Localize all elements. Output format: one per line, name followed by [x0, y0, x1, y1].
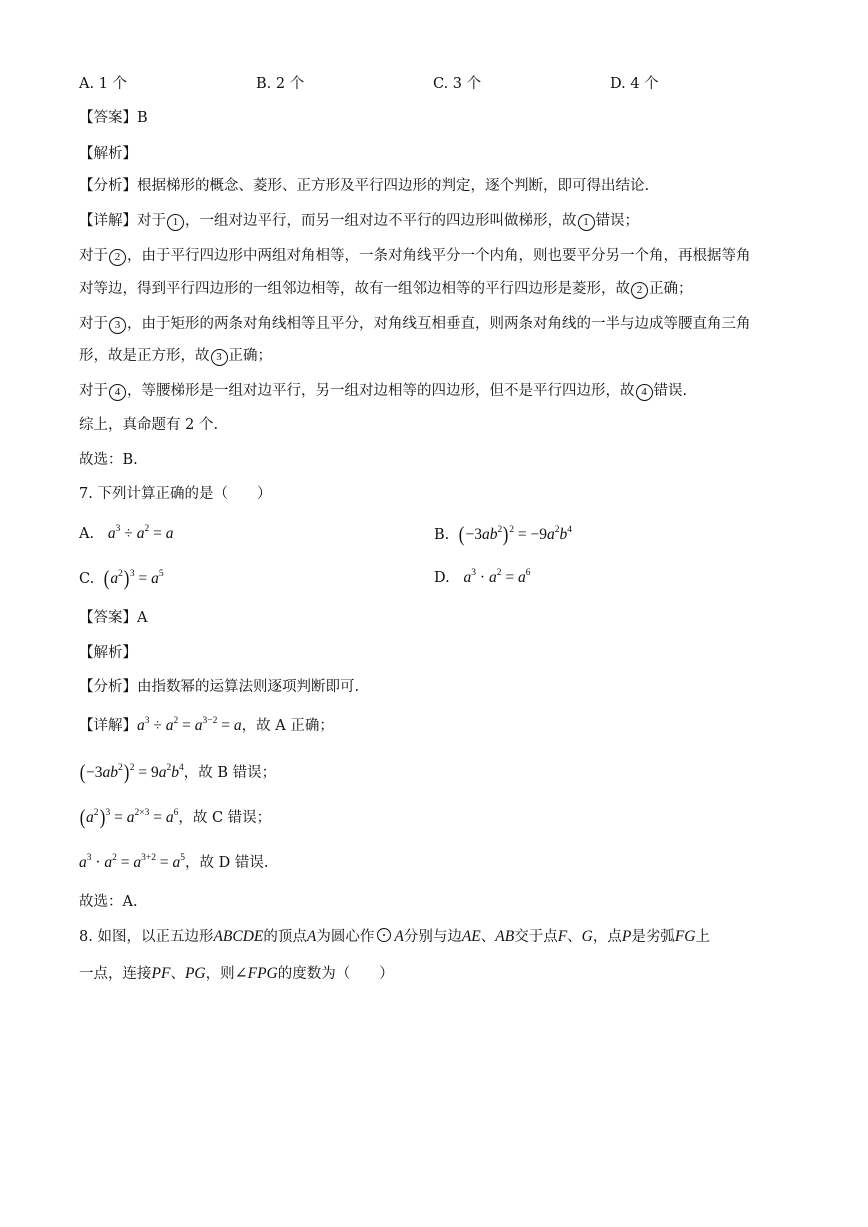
- math-expression: $a^3 \cdot a^2 = a^6$: [463, 567, 531, 586]
- text: 对于: [79, 383, 108, 399]
- q6-detail-line-3: [79, 279, 693, 299]
- option-label: A.: [79, 526, 95, 542]
- text: 、: [480, 929, 496, 945]
- circled-number: 4: [636, 384, 653, 401]
- q7-fenxi: 【分析】由指数幂的运算法则逐项判断即可.: [79, 679, 360, 695]
- math-symbol: AE: [461, 928, 481, 945]
- option-label: D.: [434, 570, 450, 586]
- math-symbol: A: [306, 928, 317, 945]
- math-symbol: A: [394, 928, 404, 945]
- text: 的度数为（ ）: [277, 966, 394, 982]
- text: ，故 B 错误；: [183, 765, 277, 781]
- math-expression: $(-3ab^2)^2 = 9a^2b^4$: [79, 760, 184, 784]
- q8-stem-line-2: [79, 964, 394, 984]
- text: 对等边，得到平行四边形的一组邻边相等，故有一组邻边相等的平行四边形是菱形，故: [79, 281, 630, 297]
- math-symbol: ABCDE: [213, 928, 264, 945]
- text: ，等腰梯形是一组对边平行，另一组对边相等的四边形，但不是平行四边形，故: [127, 383, 635, 399]
- text: 【详解】: [79, 718, 137, 734]
- math-expression: $(-3ab^2)^2 = -9a^2b^4$: [459, 522, 572, 546]
- math-symbol: PG: [184, 965, 206, 982]
- circled-number: 3: [109, 317, 126, 334]
- circled-number: 3: [211, 349, 228, 366]
- text: 为圆心作: [316, 929, 375, 945]
- q7-option-d: [434, 568, 530, 588]
- circled-number: 1: [578, 214, 595, 231]
- math-expression: $a^3 \div a^2 = a$: [107, 523, 174, 542]
- text: ，点: [592, 929, 622, 945]
- text: 8. 如图，以正五边形: [79, 929, 214, 945]
- q6-option-d: D. 4 个: [610, 76, 659, 92]
- math-symbol: PF: [151, 965, 171, 982]
- text: ，则: [205, 966, 235, 982]
- circled-number: 2: [631, 282, 648, 299]
- text: 正确；: [649, 281, 693, 297]
- q7-analysis-heading: 【解析】: [79, 645, 137, 661]
- q6-detail-line-5: [79, 346, 272, 366]
- math-symbol: G: [581, 928, 593, 945]
- text: 错误；: [595, 213, 639, 229]
- q6-fenxi: 【分析】根据梯形的概念、菱形、正方形及平行四边形的判定，逐个判断，即可得出结论.: [79, 178, 650, 194]
- text: 、: [567, 929, 582, 945]
- q7-detail-d: [79, 853, 268, 873]
- q7-stem: 7. 下列计算正确的是（ ）: [79, 486, 272, 502]
- math-expression: $a^3 \cdot a^2 = a^{3+2} = a^5$: [79, 852, 186, 871]
- option-label: C.: [79, 571, 95, 587]
- q7-option-c: [79, 568, 164, 589]
- q6-analysis-heading: 【解析】: [79, 146, 137, 162]
- circled-number: 4: [109, 384, 126, 401]
- math-expression: $(a^2)^3 = a^5$: [104, 566, 164, 590]
- text: 分别与边: [403, 929, 462, 945]
- q7-answer: 【答案】A: [79, 610, 148, 626]
- math-expression: $a^3 \div a^2 = a^{3-2} = a$: [137, 715, 242, 734]
- text: 、: [170, 966, 185, 982]
- q6-option-a: A. 1 个: [79, 76, 128, 92]
- q6-choice: 故选：B.: [79, 452, 138, 468]
- q6-detail-line-4: [79, 314, 751, 334]
- text: 是劣弧: [631, 929, 675, 945]
- q6-detail-line-1: [79, 211, 639, 231]
- text: 错误.: [653, 383, 688, 399]
- q6-answer: 【答案】B: [79, 110, 148, 126]
- math-symbol: P: [621, 928, 632, 945]
- q6-option-c: C. 3 个: [433, 76, 482, 92]
- q7-detail-b: [79, 762, 276, 783]
- text: 的顶点: [263, 929, 307, 945]
- text: 正确；: [228, 348, 272, 364]
- q8-stem-line-1: [79, 927, 710, 947]
- text: 对于: [79, 248, 108, 264]
- math-expression: $(a^2)^3 = a^{2\times 3} = a^6$: [79, 805, 179, 829]
- q7-detail-a: [79, 716, 334, 736]
- text: 【详解】对于: [79, 213, 166, 229]
- circled-number: 2: [109, 249, 126, 266]
- q6-summary: 综上，真命题有 2 个.: [79, 417, 219, 433]
- text: 上: [695, 929, 711, 945]
- q6-detail-line-2: [79, 246, 751, 266]
- math-symbol: FG: [674, 928, 696, 945]
- math-symbol: F: [557, 928, 568, 945]
- text: ，故 D 错误.: [185, 855, 269, 871]
- q7-detail-c: [79, 807, 271, 828]
- math-symbol: AB: [495, 928, 515, 945]
- text: 交于点: [514, 929, 558, 945]
- circle-symbol-icon: [377, 928, 391, 942]
- math-symbol: ∠FPG: [234, 965, 278, 982]
- text: 对于: [79, 316, 108, 332]
- text: ，由于平行四边形中两组对角相等，一条对角线平分一个内角，则也要平分另一个角，再根据等角: [127, 248, 751, 264]
- q6-option-b: B. 2 个: [256, 76, 305, 92]
- q6-detail-line-6: [79, 381, 687, 401]
- text: 一点，连接: [79, 966, 152, 982]
- text: 形，故是正方形，故: [79, 348, 210, 364]
- text: ，故 A 正确；: [241, 718, 334, 734]
- q7-option-b: [434, 524, 572, 545]
- q7-choice: 故选：A.: [79, 894, 138, 910]
- circled-number: 1: [167, 214, 184, 231]
- text: ，故 C 错误；: [178, 810, 272, 826]
- text: ，一组对边平行，而另一组对边不平行的四边形叫做梯形，故: [185, 213, 577, 229]
- text: ，由于矩形的两条对角线相等且平分，对角线互相垂直，则两条对角线的一半与边成等腰直角三角: [127, 316, 751, 332]
- q7-option-a: [79, 524, 173, 544]
- option-label: B.: [434, 527, 450, 543]
